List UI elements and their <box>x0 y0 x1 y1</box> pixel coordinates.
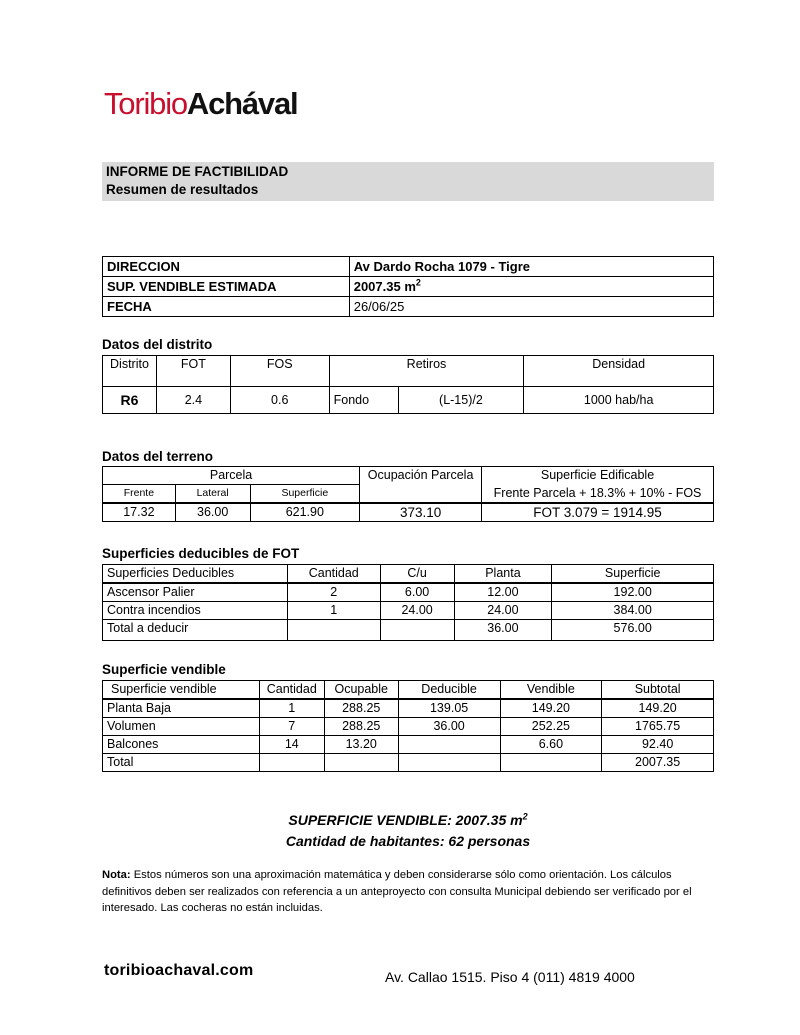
table-cell: 12.00 <box>454 583 552 602</box>
table-cell: 24.00 <box>380 602 454 620</box>
value-retiro-valor: (L-15)/2 <box>398 387 524 414</box>
table-cell <box>287 620 380 641</box>
table-cell: 149.20 <box>500 699 602 718</box>
header-fos: FOS <box>230 356 329 387</box>
summary-label: SUP. VENDIBLE ESTIMADA <box>103 277 350 297</box>
summary-table <box>102 256 714 317</box>
unit-superscript: 2 <box>522 811 528 822</box>
value-fos: 0.6 <box>230 387 329 414</box>
table-cell: 252.25 <box>500 718 602 736</box>
table-row <box>103 602 714 620</box>
header-retiros: Retiros <box>329 356 524 387</box>
section-title-vendible: Superficie vendible <box>102 662 226 677</box>
section-title-deducibles: Superficies deducibles de FOT <box>102 546 300 561</box>
table-cell: Planta Baja <box>103 699 260 718</box>
table-row <box>103 387 714 414</box>
header-superficie: Superficie <box>250 485 360 504</box>
summary-value <box>349 277 713 297</box>
header-fot: FOT <box>156 356 230 387</box>
header-frente: Frente <box>103 485 176 504</box>
summary-label: DIRECCION <box>103 257 350 277</box>
report-subtitle: Resumen de resultados <box>106 182 259 197</box>
table-cell: 1765.75 <box>602 718 714 736</box>
table-cell <box>324 754 398 772</box>
header-cell: Ocupable <box>324 681 398 700</box>
table-row <box>103 718 714 736</box>
table-cell: 576.00 <box>552 620 714 641</box>
header-cell: C/u <box>380 565 454 584</box>
report-title: INFORME DE FACTIBILIDAD <box>106 164 289 179</box>
table-cell: 2 <box>287 583 380 602</box>
logo-part2: Achával <box>186 86 298 121</box>
section-title-distrito: Datos del distrito <box>102 337 213 352</box>
header-densidad: Densidad <box>524 356 714 387</box>
table-cell <box>398 754 500 772</box>
header-parcela: Parcela <box>103 467 360 485</box>
table-row <box>103 583 714 602</box>
nota-text: Estos números son una aproximación matemática y deben considerarse sólo como orientación. Los cálculos definitivos deben ser realizados con referencia a un anteproyecto con consulta Municipal debiendo ser verificado por el interesado. Las cocheras no están incluidas. <box>102 869 692 914</box>
table-cell: Ascensor Palier <box>103 583 288 602</box>
disclaimer-note <box>102 867 712 917</box>
table-cell: Total <box>103 754 260 772</box>
table-cell: 92.40 <box>602 736 714 754</box>
header-cell: Superficie <box>552 565 714 584</box>
value-fot: 2.4 <box>156 387 230 414</box>
value-distrito: R6 <box>103 387 157 414</box>
table-row <box>103 503 714 522</box>
footer-address: Av. Callao 1515. Piso 4 (011) 4819 4000 <box>385 969 635 985</box>
header-cell: Cantidad <box>287 565 380 584</box>
table-cell: 14 <box>259 736 324 754</box>
sup-vendible-value: 2007.35 m <box>353 279 416 294</box>
table-cell: 288.25 <box>324 699 398 718</box>
table-cell <box>398 736 500 754</box>
table-row <box>103 565 714 584</box>
table-cell: 6.60 <box>500 736 602 754</box>
table-cell: 6.00 <box>380 583 454 602</box>
summary-value: 26/06/25 <box>349 297 713 317</box>
header-cell: Superficie vendible <box>103 681 260 700</box>
value-retiro-tipo: Fondo <box>329 387 398 414</box>
table-cell: Balcones <box>103 736 260 754</box>
header-distrito: Distrito <box>103 356 157 387</box>
value-lateral: 36.00 <box>175 503 250 522</box>
table-cell: 1 <box>259 699 324 718</box>
table-row <box>103 257 714 277</box>
table-cell <box>500 754 602 772</box>
header-cell: Planta <box>454 565 552 584</box>
header-ocupacion: Ocupación Parcela <box>360 467 482 504</box>
result-line1: SUPERFICIE VENDIBLE: 2007.35 m <box>288 812 523 828</box>
table-cell: 2007.35 <box>602 754 714 772</box>
header-sup-edificable-formula: Frente Parcela + 18.3% + 10% - FOS <box>482 485 714 504</box>
table-cell <box>380 620 454 641</box>
table-cell: 36.00 <box>398 718 500 736</box>
table-row <box>103 277 714 297</box>
table-cell: 1 <box>287 602 380 620</box>
summary-label: FECHA <box>103 297 350 317</box>
table-cell: 139.05 <box>398 699 500 718</box>
table-cell: 384.00 <box>552 602 714 620</box>
vendible-table <box>102 680 714 772</box>
summary-value: Av Dardo Rocha 1079 - Tigre <box>349 257 713 277</box>
header-cell: Vendible <box>500 681 602 700</box>
table-row <box>103 356 714 387</box>
value-sup-edificable: FOT 3.079 = 1914.95 <box>482 503 714 522</box>
table-cell: 24.00 <box>454 602 552 620</box>
table-row <box>103 736 714 754</box>
table-cell: 13.20 <box>324 736 398 754</box>
nota-label: Nota: <box>102 869 131 881</box>
header-cell: Cantidad <box>259 681 324 700</box>
table-row <box>103 620 714 641</box>
terreno-table <box>102 466 714 522</box>
value-frente: 17.32 <box>103 503 176 522</box>
table-cell: 7 <box>259 718 324 736</box>
company-logo <box>104 84 297 124</box>
header-cell: Subtotal <box>602 681 714 700</box>
table-cell: Contra incendios <box>103 602 288 620</box>
table-cell: 288.25 <box>324 718 398 736</box>
table-row <box>103 297 714 317</box>
header-cell: Superficies Deducibles <box>103 565 288 584</box>
table-row <box>103 754 714 772</box>
result-habitantes: Cantidad de habitantes: 62 personas <box>285 833 531 849</box>
result-summary <box>102 810 714 852</box>
deducibles-table <box>102 564 714 641</box>
section-title-terreno: Datos del terreno <box>102 449 214 464</box>
table-row <box>103 467 714 485</box>
table-cell: 149.20 <box>602 699 714 718</box>
footer-website[interactable]: toribioachaval.com <box>104 962 254 979</box>
table-cell: 192.00 <box>552 583 714 602</box>
unit-superscript: 2 <box>415 277 421 288</box>
table-cell <box>259 754 324 772</box>
table-cell: Total a deducir <box>103 620 288 641</box>
value-densidad: 1000 hab/ha <box>524 387 714 414</box>
header-sup-edificable: Superficie Edificable <box>482 467 714 485</box>
table-row <box>103 699 714 718</box>
value-ocupacion: 373.10 <box>360 503 482 522</box>
table-row <box>103 681 714 700</box>
result-sup-vendible <box>102 810 714 831</box>
header-cell: Deducible <box>398 681 500 700</box>
value-superficie: 621.90 <box>250 503 360 522</box>
logo-part1: Toribio <box>104 86 187 121</box>
report-banner <box>102 162 714 201</box>
distrito-table <box>102 355 714 414</box>
table-cell: 36.00 <box>454 620 552 641</box>
table-cell: Volumen <box>103 718 260 736</box>
header-lateral: Lateral <box>175 485 250 504</box>
